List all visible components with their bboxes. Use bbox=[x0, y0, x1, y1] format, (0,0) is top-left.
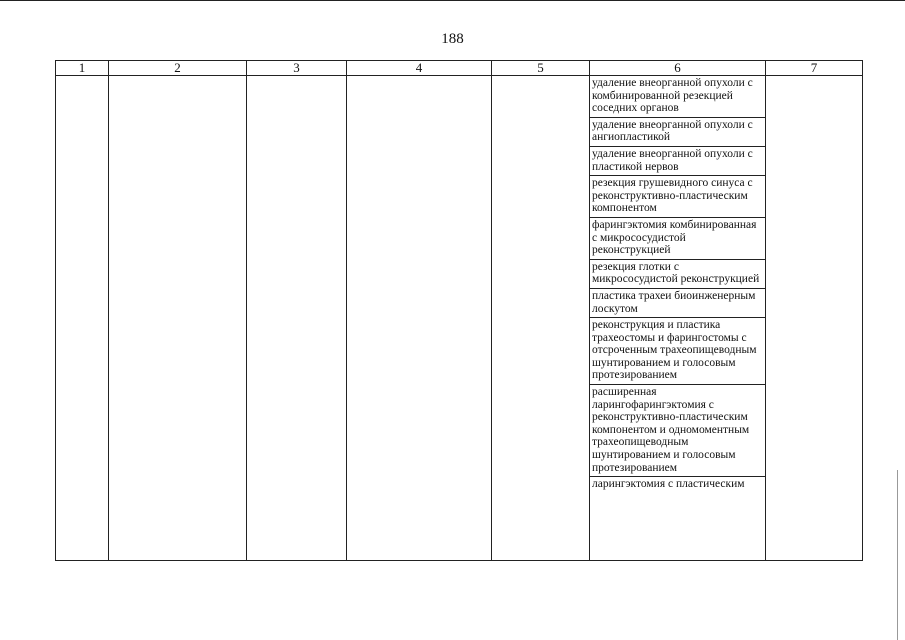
procedure-item: фарингэктомия комбинированная с микрососудистой реконструкцией bbox=[590, 217, 765, 259]
column-3-cell bbox=[247, 76, 347, 561]
procedure-item: ларингэктомия с пластическим bbox=[592, 478, 745, 491]
column-5-cell bbox=[492, 76, 590, 561]
column-2-cell bbox=[109, 76, 247, 561]
column-6-cell bbox=[590, 76, 766, 561]
procedure-item: резекция грушевидного синуса с реконструктивно-пластическим компонентом bbox=[590, 176, 765, 218]
procedure-item: удаление внеорганной опухоли с комбинированной резекцией соседних органов bbox=[590, 76, 765, 117]
table-header-row bbox=[56, 61, 863, 76]
column-header-1: 1 bbox=[56, 61, 109, 76]
procedures-table bbox=[55, 60, 863, 561]
procedure-list bbox=[590, 76, 765, 493]
table-body-row bbox=[56, 76, 863, 561]
page-number: 188 bbox=[441, 31, 464, 47]
column-header-6: 6 bbox=[590, 61, 766, 76]
column-header-3: 3 bbox=[247, 61, 347, 76]
column-header-5: 5 bbox=[492, 61, 590, 76]
procedure-item: удаление внеорганной опухоли с пластикой нервов bbox=[590, 146, 765, 175]
column-header-4: 4 bbox=[347, 61, 492, 76]
column-7-cell bbox=[766, 76, 863, 561]
page-top-rule bbox=[0, 0, 905, 1]
column-header-7: 7 bbox=[766, 61, 863, 76]
column-header-2: 2 bbox=[109, 61, 247, 76]
scan-edge-line bbox=[897, 470, 898, 640]
procedure-item: резекция глотки с микрососудистой реконструкцией bbox=[590, 259, 765, 288]
procedure-item: пластика трахеи биоинженерным лоскутом bbox=[590, 288, 765, 317]
procedure-item: удаление внеорганной опухоли с ангиопластикой bbox=[590, 117, 765, 146]
procedure-item: расширенная ларингофарингэктомия с реконструктивно-пластическим компонентом и одномоментным трахеопищеводным шунтированием и голосовым протезированием bbox=[590, 385, 765, 477]
column-1-cell bbox=[56, 76, 109, 561]
procedure-item: реконструкция и пластика трахеостомы и фарингостомы с отсроченным трахеопищеводным шунтированием и голосовым протезированием bbox=[590, 318, 765, 385]
column-4-cell bbox=[347, 76, 492, 561]
